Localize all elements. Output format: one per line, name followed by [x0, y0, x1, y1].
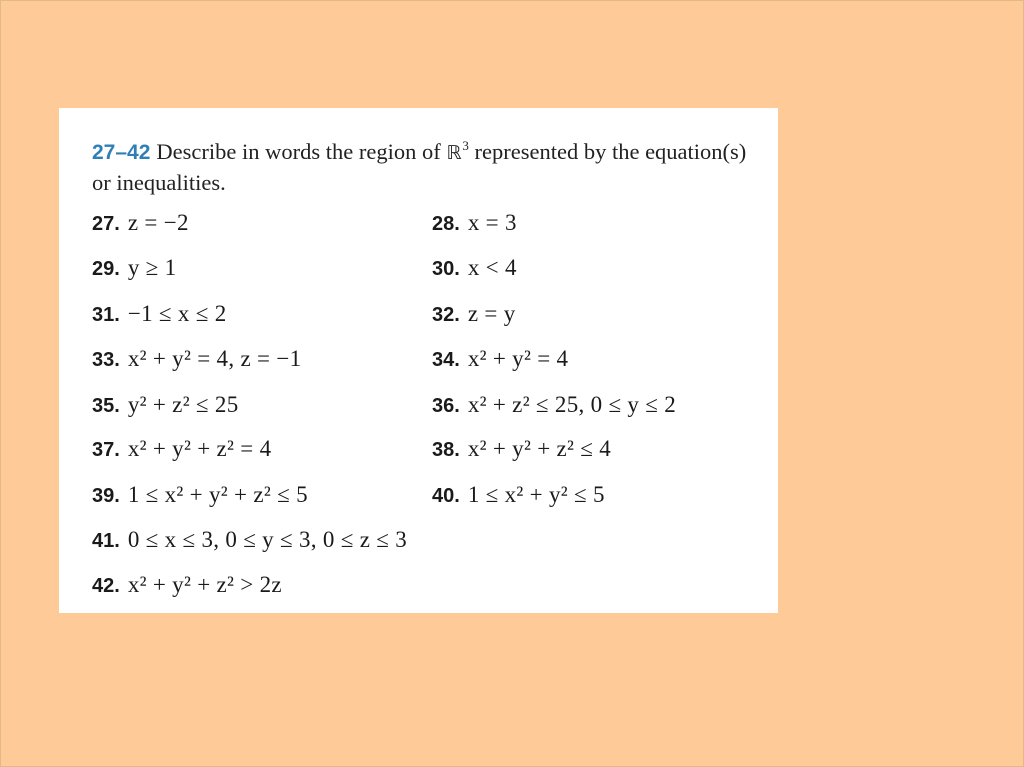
instruction-text-start: Describe in words the region of	[156, 139, 447, 164]
problem-33	[92, 344, 301, 375]
cropped-previous-line	[59, 108, 778, 110]
problem-expression: x² + y² + z² = 4	[127, 436, 272, 461]
problem-number: 30.	[432, 258, 460, 280]
problem-expression: x² + y² = 4	[467, 346, 569, 371]
problem-expression: x² + y² + z² > 2z	[127, 572, 282, 597]
problem-number: 29.	[92, 258, 120, 280]
problem-39	[92, 480, 308, 511]
problem-28	[432, 208, 517, 239]
problem-30	[432, 253, 517, 284]
instruction-text-end: represented by the equation(s) or inequalities.	[92, 139, 747, 195]
problem-number: 32.	[432, 304, 460, 326]
problem-number: 41.	[92, 530, 120, 552]
problem-number: 42.	[92, 575, 120, 597]
problem-expression: x = 3	[467, 210, 517, 235]
problem-number: 35.	[92, 395, 120, 417]
textbook-excerpt	[59, 108, 778, 613]
problem-32	[432, 299, 516, 330]
problem-expression: z = y	[467, 301, 516, 326]
problem-number: 31.	[92, 304, 120, 326]
problem-number: 38.	[432, 439, 460, 461]
problem-number: 37.	[92, 439, 120, 461]
problem-27	[92, 208, 189, 239]
problem-expression: x² + y² = 4, z = −1	[127, 346, 302, 371]
problem-41	[92, 525, 407, 556]
problem-number: 28.	[432, 213, 460, 235]
problem-number: 27.	[92, 213, 120, 235]
problem-29	[92, 253, 176, 284]
exercise-range: 27–42	[92, 141, 151, 164]
problem-number: 40.	[432, 485, 460, 507]
problem-expression: 1 ≤ x² + y² ≤ 5	[467, 482, 605, 507]
problem-expression: y ≥ 1	[127, 255, 177, 280]
problem-31	[92, 299, 227, 330]
problem-40	[432, 480, 605, 511]
problem-expression: 1 ≤ x² + y² + z² ≤ 5	[127, 482, 308, 507]
problem-expression: −1 ≤ x ≤ 2	[127, 301, 227, 326]
problem-34	[432, 344, 568, 375]
exercise-instructions	[92, 131, 752, 198]
problem-42	[92, 570, 282, 601]
problem-35	[92, 390, 239, 421]
dimension-superscript: 3	[462, 138, 469, 153]
problem-expression: x < 4	[467, 255, 517, 280]
problem-number: 33.	[92, 349, 120, 371]
problem-number: 36.	[432, 395, 460, 417]
real-numbers-symbol: ℝ	[446, 142, 462, 164]
problem-expression: y² + z² ≤ 25	[127, 392, 239, 417]
problem-expression: x² + y² + z² ≤ 4	[467, 436, 612, 461]
problem-number: 34.	[432, 349, 460, 371]
problem-expression: x² + z² ≤ 25, 0 ≤ y ≤ 2	[467, 392, 677, 417]
problem-36	[432, 390, 676, 421]
problem-expression: 0 ≤ x ≤ 3, 0 ≤ y ≤ 3, 0 ≤ z ≤ 3	[127, 527, 408, 552]
problem-37	[92, 434, 271, 465]
problem-38	[432, 434, 611, 465]
problem-number: 39.	[92, 485, 120, 507]
problem-expression: z = −2	[127, 210, 189, 235]
